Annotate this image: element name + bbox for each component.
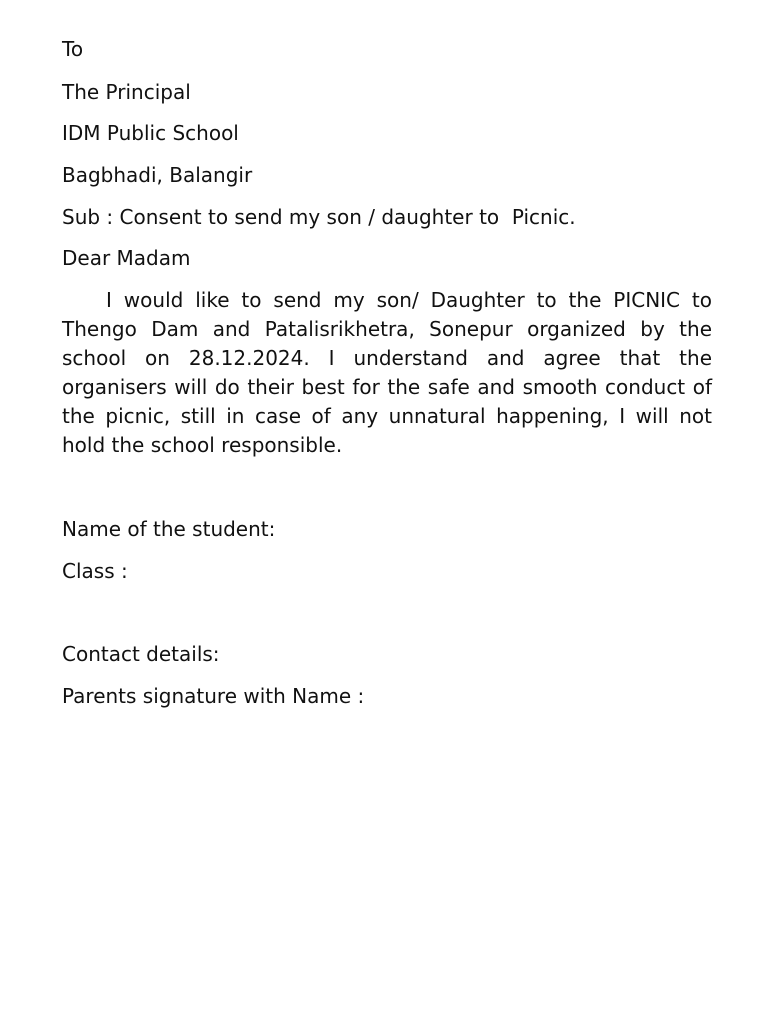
class-label: Class : — [62, 559, 128, 583]
subject-line: Sub : Consent to send my son / daughter to Picnic. — [62, 205, 576, 229]
contact-details-label: Contact details: — [62, 642, 220, 666]
salutation: Dear Madam — [62, 246, 191, 270]
letter-body: I would like to send my son/ Daughter to the PICNIC to Thengo Dam and Patalisrikhetra, Sonepur organized by the school on 28.12.2024. I understand and agree that the organisers will do their best for the safe and smooth conduct of the picnic, still in case of any unnatural happening, I will not hold the school responsible. — [62, 288, 712, 457]
school-name: IDM Public School — [62, 121, 239, 145]
to-line: To — [62, 37, 84, 61]
parent-signature-label: Parents signature with Name : — [62, 684, 365, 708]
school-address: Bagbhadi, Balangir — [62, 163, 253, 187]
recipient-title: The Principal — [62, 80, 191, 104]
student-name-label: Name of the student: — [62, 517, 276, 541]
